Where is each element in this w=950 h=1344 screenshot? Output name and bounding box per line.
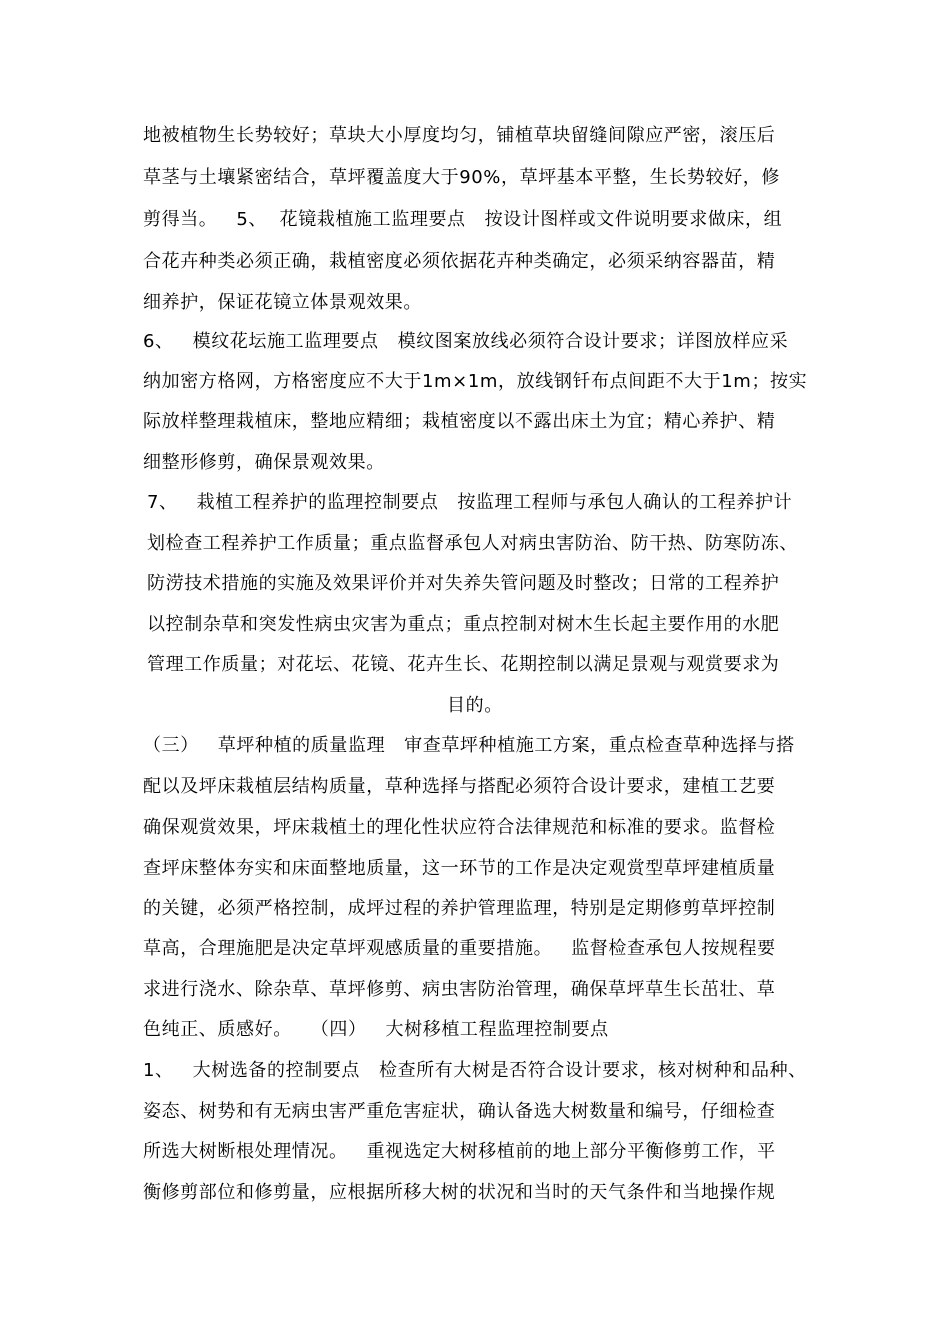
text-line: 划检查工程养护工作质量；重点监督承包人对病虫害防治、防干热、防寒防冻、: [147, 533, 798, 554]
text-line: 际放样整理栽植床，整地应精细；栽植密度以不露出床土为宜；精心养护、精: [143, 411, 776, 432]
text-line: 目的。: [447, 695, 503, 716]
text-line: 合花卉种类必须正确，栽植密度必须依据花卉种类确定，必须采纳容器苗，精: [143, 251, 776, 272]
text-line: 纳加密方格网，方格密度应不大于1m×1m，放线钢钎布点间距不大于1m；按实: [143, 371, 808, 392]
text-line: 地被植物生长势较好；草块大小厚度均匀，铺植草块留缝间隙应严密，滚压后: [143, 125, 776, 146]
text-line: 求进行浇水、除杂草、草坪修剪、病虫害防治管理，确保草坪草生长茁壮、草: [143, 979, 776, 1000]
text-line: 细养护，保证花镜立体景观效果。: [143, 292, 422, 313]
text-line: 剪得当。 5、 花镜栽植施工监理要点 按设计图样或文件说明要求做床，组: [143, 209, 783, 230]
text-line: 管理工作质量；对花坛、花镜、花卉生长、花期控制以满足景观与观赏要求为: [147, 654, 780, 675]
text-line: 草茎与土壤紧密结合，草坪覆盖度大于90%，草坪基本平整，生长势较好，修: [143, 167, 781, 188]
text-line: 确保观赏效果，坪床栽植土的理化性状应符合法律规范和标准的要求。监督检: [143, 817, 776, 838]
text-line: 以控制杂草和突发性病虫灾害为重点；重点控制对树木生长起主要作用的水肥: [147, 614, 780, 635]
text-line: 的关键，必须严格控制，成坪过程的养护管理监理，特别是定期修剪草坪控制: [143, 898, 776, 919]
text-line: 衡修剪部位和修剪量，应根据所移大树的状况和当时的天气条件和当地操作规: [143, 1182, 776, 1203]
text-line: 色纯正、质感好。 （四） 大树移植工程监理控制要点: [143, 1019, 609, 1040]
text-line: 草高，合理施肥是决定草坪观感质量的重要措施。 监督检查承包人按规程要: [143, 938, 776, 959]
text-line: 查坪床整体夯实和床面整地质量，这一环节的工作是决定观赏型草坪建植质量: [143, 858, 776, 879]
text-line: 细整形修剪，确保景观效果。: [143, 452, 385, 473]
text-line: （三） 草坪种植的质量监理 审查草坪种植施工方案，重点检查草种选择与搭: [143, 735, 795, 756]
text-line: 7、 栽植工程养护的监理控制要点 按监理工程师与承包人确认的工程养护计: [147, 492, 793, 513]
text-line: 6、 模纹花坛施工监理要点 模纹图案放线必须符合设计要求；详图放样应采: [143, 331, 789, 352]
text-line: 所选大树断根处理情况。 重视选定大树移植前的地上部分平衡修剪工作，平: [143, 1141, 776, 1162]
text-line: 防涝技术措施的实施及效果评价并对失养失管问题及时整改；日常的工程养护: [147, 573, 780, 594]
text-line: 姿态、树势和有无病虫害严重危害症状，确认备选大树数量和编号，仔细检查: [143, 1101, 776, 1122]
text-line: 1、 大树选备的控制要点 检查所有大树是否符合设计要求，核对树种和品种、: [143, 1060, 807, 1081]
text-line: 配以及坪床栽植层结构质量，草种选择与搭配必须符合设计要求，建植工艺要: [143, 776, 776, 797]
